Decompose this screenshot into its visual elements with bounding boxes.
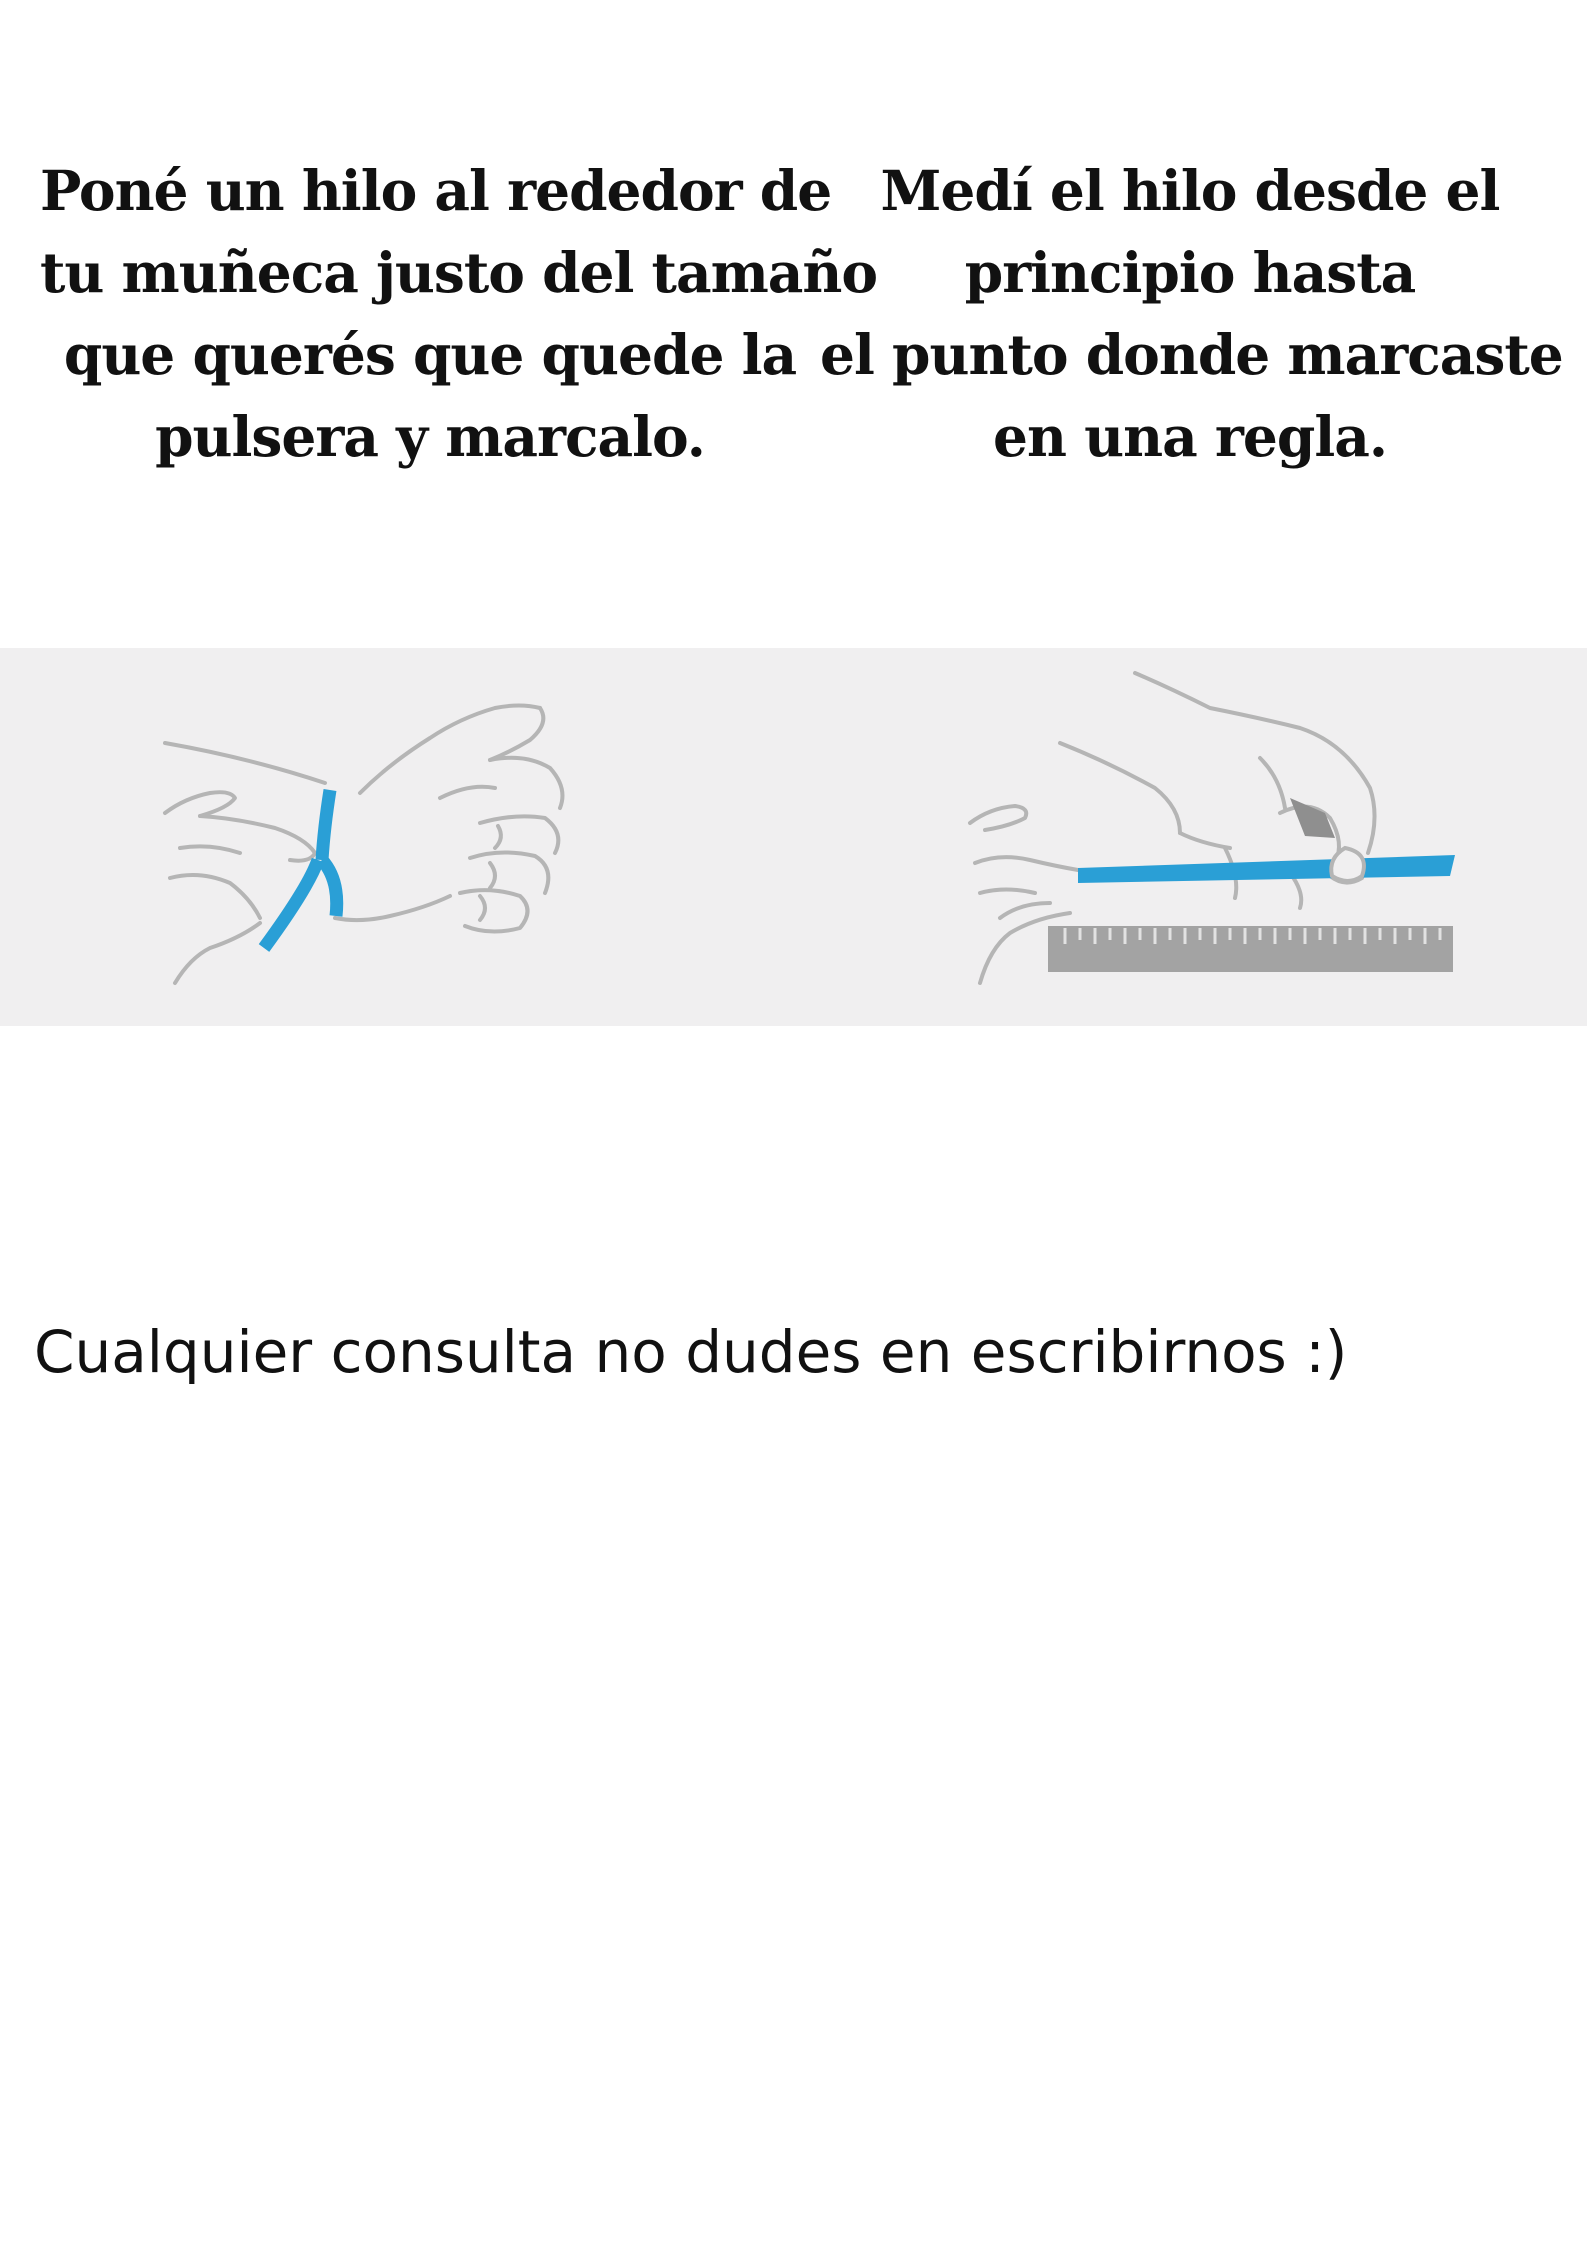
wrist-with-thread-icon [140, 648, 600, 1026]
instruction-line: tu muñeca justo del tamaño [40, 240, 878, 305]
instruction-line: Poné un hilo al rededor de [40, 158, 832, 223]
instruction-step-measure-thread [820, 150, 1563, 478]
instruction-line: Medí el hilo desde el [880, 158, 1500, 223]
instruction-line: principio hasta [964, 240, 1416, 305]
instruction-line: el punto donde marcaste [820, 322, 1563, 387]
instruction-step-wrap-thread [40, 150, 878, 478]
hand-measuring-thread-on-ruler-icon [960, 648, 1480, 1026]
instruction-line: en una regla. [993, 404, 1387, 469]
instruction-line: que querés que quede la [63, 322, 797, 387]
instruction-line: pulsera y marcalo. [155, 404, 705, 469]
footer-contact-note: Cualquier consulta no dudes en escribirnos :) [34, 1318, 1348, 1386]
illustration-band [0, 648, 1587, 1026]
